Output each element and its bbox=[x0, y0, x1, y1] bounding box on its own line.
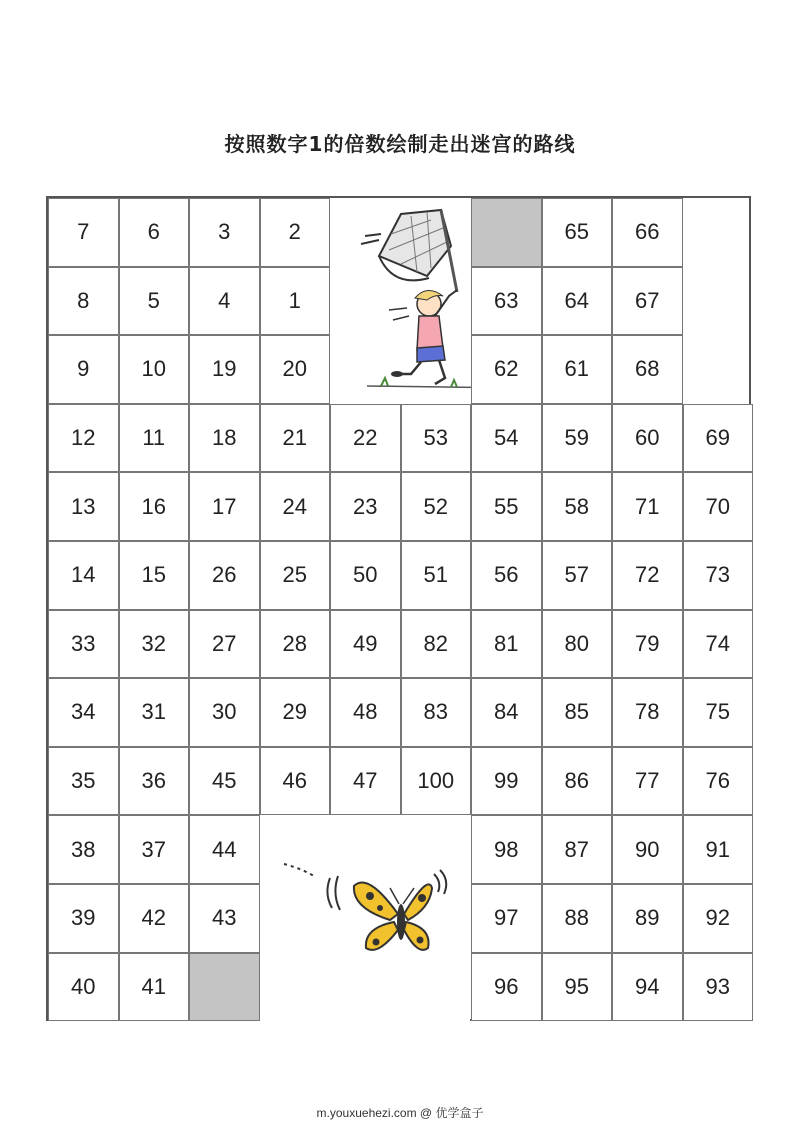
maze-cell[interactable]: 27 bbox=[189, 610, 260, 679]
maze-cell[interactable]: 67 bbox=[612, 267, 683, 336]
maze-cell[interactable]: 80 bbox=[542, 610, 613, 679]
maze-cell[interactable]: 18 bbox=[189, 404, 260, 473]
maze-cell[interactable]: 86 bbox=[542, 747, 613, 816]
maze-cell[interactable]: 4 bbox=[189, 267, 260, 336]
maze-cell[interactable]: 46 bbox=[260, 747, 331, 816]
maze-cell[interactable]: 43 bbox=[189, 884, 260, 953]
maze-cell[interactable]: 71 bbox=[612, 472, 683, 541]
maze-cell[interactable]: 25 bbox=[260, 541, 331, 610]
maze-cell[interactable]: 78 bbox=[612, 678, 683, 747]
maze-cell[interactable]: 99 bbox=[471, 747, 542, 816]
maze-cell[interactable]: 30 bbox=[189, 678, 260, 747]
maze-cell[interactable]: 53 bbox=[401, 404, 472, 473]
maze-cell[interactable]: 41 bbox=[119, 953, 190, 1022]
maze-cell[interactable]: 44 bbox=[189, 815, 260, 884]
maze-cell[interactable]: 9 bbox=[48, 335, 119, 404]
maze-cell[interactable]: 91 bbox=[683, 815, 754, 884]
maze-cell[interactable]: 36 bbox=[119, 747, 190, 816]
maze-cell[interactable]: 57 bbox=[542, 541, 613, 610]
maze-cell[interactable]: 48 bbox=[330, 678, 401, 747]
maze-cell[interactable]: 32 bbox=[119, 610, 190, 679]
maze-cell[interactable]: 5 bbox=[119, 267, 190, 336]
maze-cell[interactable]: 77 bbox=[612, 747, 683, 816]
maze-cell[interactable]: 7 bbox=[48, 198, 119, 267]
maze-cell[interactable]: 69 bbox=[683, 404, 754, 473]
maze-cell[interactable]: 88 bbox=[542, 884, 613, 953]
maze-cell[interactable]: 58 bbox=[542, 472, 613, 541]
maze-cell[interactable]: 45 bbox=[189, 747, 260, 816]
maze-cell[interactable]: 64 bbox=[542, 267, 613, 336]
maze-cell[interactable]: 100 bbox=[401, 747, 472, 816]
maze-cell[interactable]: 23 bbox=[330, 472, 401, 541]
maze-cell[interactable]: 96 bbox=[471, 953, 542, 1022]
maze-cell[interactable]: 56 bbox=[471, 541, 542, 610]
maze-cell[interactable]: 22 bbox=[330, 404, 401, 473]
maze-cell[interactable]: 97 bbox=[471, 884, 542, 953]
maze-cell[interactable]: 26 bbox=[189, 541, 260, 610]
maze-cell[interactable]: 74 bbox=[683, 610, 754, 679]
maze-cell[interactable]: 31 bbox=[119, 678, 190, 747]
maze-cell[interactable]: 37 bbox=[119, 815, 190, 884]
maze-cell[interactable]: 19 bbox=[189, 335, 260, 404]
maze-cell[interactable]: 15 bbox=[119, 541, 190, 610]
maze-cell[interactable]: 93 bbox=[683, 953, 754, 1022]
maze-cell[interactable]: 34 bbox=[48, 678, 119, 747]
maze-cell[interactable]: 13 bbox=[48, 472, 119, 541]
maze-cell[interactable]: 29 bbox=[260, 678, 331, 747]
maze-cell[interactable]: 82 bbox=[401, 610, 472, 679]
maze-cell[interactable]: 51 bbox=[401, 541, 472, 610]
maze-cell[interactable]: 47 bbox=[330, 747, 401, 816]
maze-cell[interactable]: 85 bbox=[542, 678, 613, 747]
maze-cell[interactable]: 65 bbox=[542, 198, 613, 267]
butterfly-image bbox=[260, 816, 470, 1021]
maze-cell[interactable]: 55 bbox=[471, 472, 542, 541]
maze-cell[interactable]: 28 bbox=[260, 610, 331, 679]
maze-cell[interactable]: 62 bbox=[471, 335, 542, 404]
maze-cell[interactable]: 81 bbox=[471, 610, 542, 679]
maze-cell[interactable]: 8 bbox=[48, 267, 119, 336]
number-maze bbox=[46, 196, 751, 1021]
maze-cell[interactable]: 90 bbox=[612, 815, 683, 884]
maze-cell[interactable]: 68 bbox=[612, 335, 683, 404]
maze-cell[interactable]: 12 bbox=[48, 404, 119, 473]
maze-cell[interactable]: 50 bbox=[330, 541, 401, 610]
maze-cell[interactable]: 52 bbox=[401, 472, 472, 541]
maze-cell[interactable]: 59 bbox=[542, 404, 613, 473]
maze-cell[interactable]: 24 bbox=[260, 472, 331, 541]
maze-cell[interactable]: 39 bbox=[48, 884, 119, 953]
maze-cell[interactable]: 73 bbox=[683, 541, 754, 610]
maze-cell[interactable]: 38 bbox=[48, 815, 119, 884]
maze-cell[interactable]: 6 bbox=[119, 198, 190, 267]
maze-cell[interactable]: 42 bbox=[119, 884, 190, 953]
butterfly-icon bbox=[260, 816, 470, 1021]
maze-cell[interactable]: 1 bbox=[260, 267, 331, 336]
maze-cell[interactable]: 60 bbox=[612, 404, 683, 473]
maze-cell[interactable]: 17 bbox=[189, 472, 260, 541]
maze-cell[interactable]: 3 bbox=[189, 198, 260, 267]
blocked-cell[interactable] bbox=[189, 953, 260, 1022]
maze-cell[interactable]: 21 bbox=[260, 404, 331, 473]
maze-cell[interactable]: 63 bbox=[471, 267, 542, 336]
maze-cell[interactable]: 84 bbox=[471, 678, 542, 747]
maze-cell[interactable]: 70 bbox=[683, 472, 754, 541]
maze-cell[interactable]: 14 bbox=[48, 541, 119, 610]
maze-cell[interactable]: 75 bbox=[683, 678, 754, 747]
maze-cell[interactable]: 61 bbox=[542, 335, 613, 404]
maze-cell[interactable]: 79 bbox=[612, 610, 683, 679]
footer-watermark: m.youxuehezi.com @ 优学盒子 bbox=[316, 1106, 484, 1120]
maze-cell[interactable]: 11 bbox=[119, 404, 190, 473]
maze-cell[interactable]: 2 bbox=[260, 198, 331, 267]
maze-cell[interactable]: 33 bbox=[48, 610, 119, 679]
maze-cell[interactable]: 83 bbox=[401, 678, 472, 747]
maze-cell[interactable]: 10 bbox=[119, 335, 190, 404]
maze-cell[interactable]: 76 bbox=[683, 747, 754, 816]
blocked-cell[interactable] bbox=[471, 198, 542, 267]
maze-cell[interactable]: 20 bbox=[260, 335, 331, 404]
maze-cell[interactable]: 89 bbox=[612, 884, 683, 953]
maze-cell[interactable]: 16 bbox=[119, 472, 190, 541]
maze-cell[interactable]: 98 bbox=[471, 815, 542, 884]
maze-cell[interactable]: 35 bbox=[48, 747, 119, 816]
maze-cell[interactable]: 72 bbox=[612, 541, 683, 610]
maze-cell[interactable]: 92 bbox=[683, 884, 754, 953]
maze-cell[interactable]: 66 bbox=[612, 198, 683, 267]
maze-cell[interactable]: 49 bbox=[330, 610, 401, 679]
maze-cell[interactable]: 54 bbox=[471, 404, 542, 473]
maze-cell[interactable]: 94 bbox=[612, 953, 683, 1022]
maze-cell[interactable]: 87 bbox=[542, 815, 613, 884]
page-title: 按照数字1的倍数绘制走出迷宫的路线 bbox=[224, 132, 576, 156]
maze-cell[interactable]: 40 bbox=[48, 953, 119, 1022]
maze-cell[interactable]: 95 bbox=[542, 953, 613, 1022]
